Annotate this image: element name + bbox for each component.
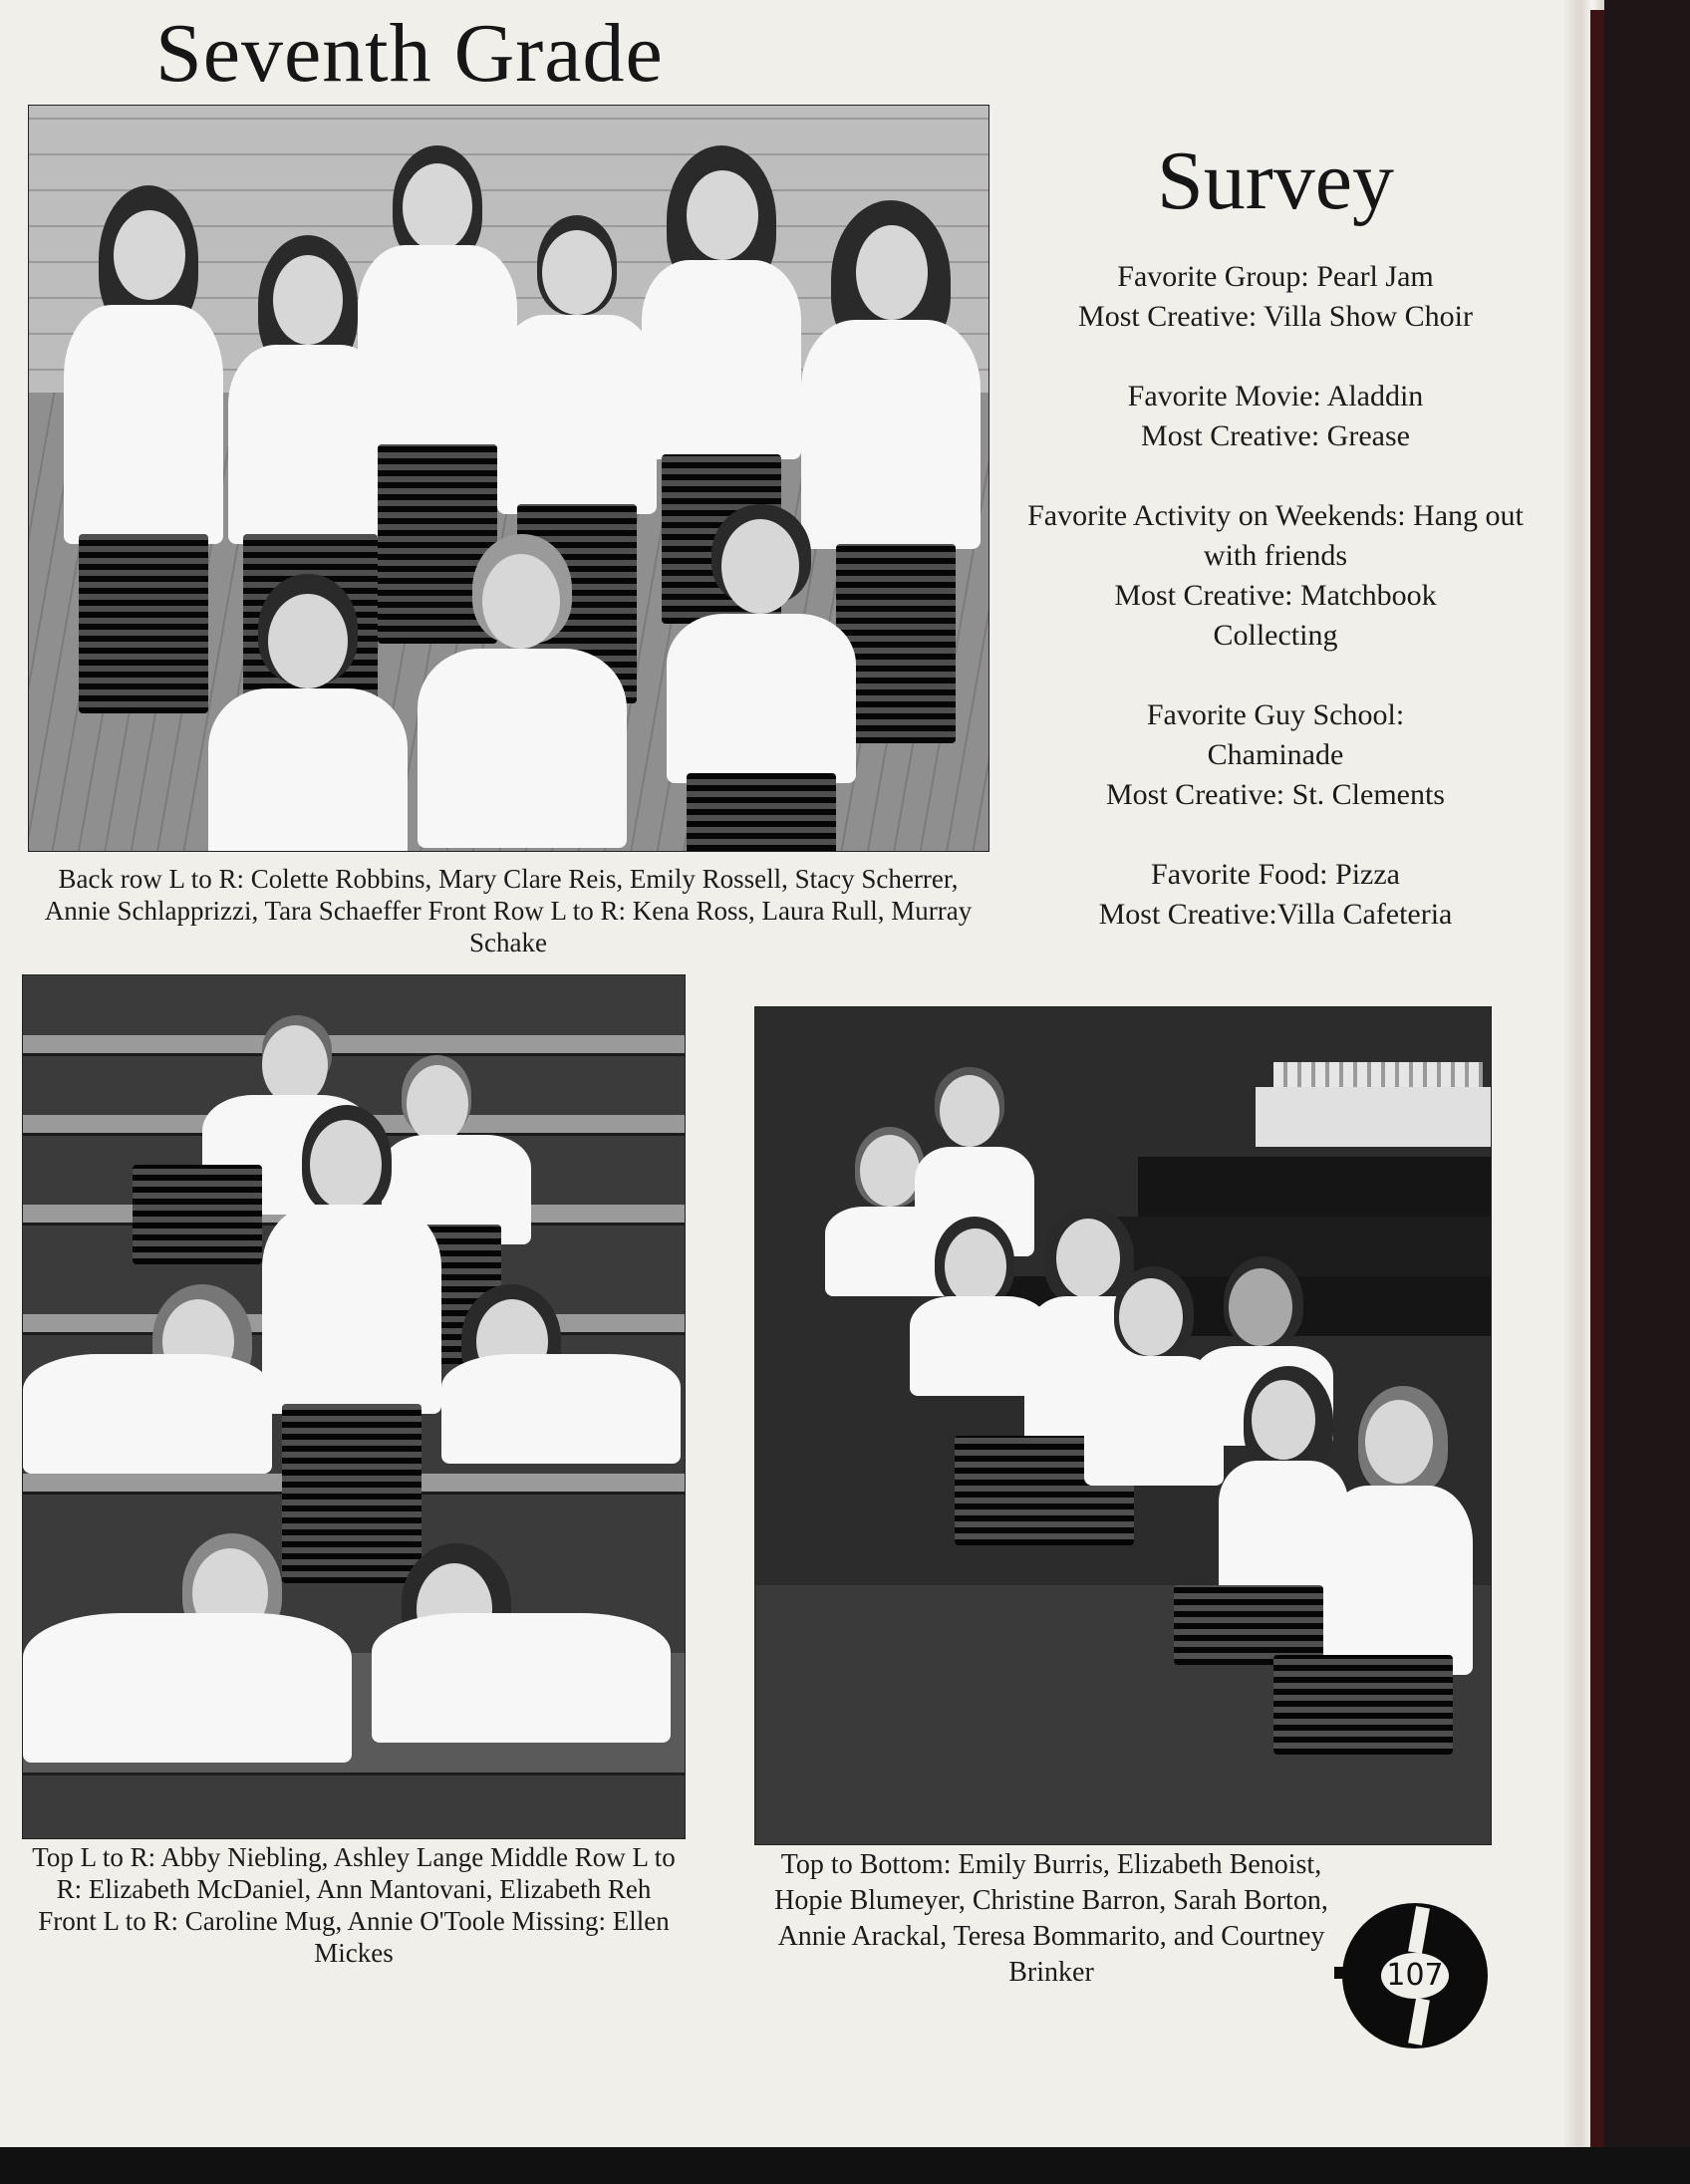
survey-favorite: Favorite Movie: Aladdin [1127, 380, 1424, 412]
photo-caption-top: Back row L to R: Colette Robbins, Mary Clare Reis, Emily Rossell, Stacy Scherrer, Annie Schlapprizzi, Tara Schaeffer Front Row L to R: Kena Ross, Laura Rull, Murray Schake [44, 864, 973, 957]
survey-most-creative: Most Creative: Villa Show Choir [1078, 300, 1473, 333]
survey-most-creative: Most Creative: Matchbook Collecting [1114, 579, 1437, 652]
student-figure [252, 1105, 451, 1583]
student-figure [23, 1284, 282, 1503]
survey-favorite: Favorite Group: Pearl Jam [1117, 260, 1434, 293]
photo-bleachers-group [22, 974, 686, 1839]
scan-background [0, 2147, 1690, 2184]
student-figure [23, 1533, 362, 1792]
survey-favorite: Favorite Food: Pizza [1151, 858, 1400, 891]
survey-most-creative: Most Creative: Grease [1141, 419, 1410, 452]
student-figure [667, 504, 856, 852]
photo-caption-bottom-right: Top to Bottom: Emily Burris, Elizabeth Benoist, Hopie Blumeyer, Christine Barron, Sarah Borton, Annie Arackal, Teresa Bommarito, and Courtney Brinker [774, 1849, 1328, 1988]
survey-item [996, 855, 1554, 935]
survey-most-creative: Most Creative: St. Clements [1106, 778, 1445, 811]
book-cover-edge [1590, 10, 1604, 2147]
survey-title: Survey [1157, 135, 1394, 227]
book-cover [1604, 0, 1690, 2184]
photo-desks-group [754, 1006, 1492, 1845]
survey-item [996, 257, 1554, 337]
record-icon [1342, 1903, 1488, 2048]
student-figure [441, 1284, 681, 1503]
survey-list [996, 257, 1554, 974]
student-figure [208, 574, 408, 852]
survey-most-creative: Most Creative:Villa Cafeteria [1098, 898, 1453, 931]
photo-back-front-rows [28, 105, 989, 852]
student-figure [1313, 1386, 1483, 1814]
survey-item [996, 695, 1554, 815]
student-figure [59, 185, 228, 843]
survey-item [996, 496, 1554, 656]
student-figure [372, 1543, 681, 1782]
survey-favorite: Favorite Guy School: Chaminade [1146, 698, 1405, 771]
survey-item [996, 377, 1554, 456]
page-title: Seventh Grade [155, 7, 664, 100]
survey-favorite: Favorite Activity on Weekends: Hang out with friends [1027, 499, 1524, 572]
page-number: 107 [1381, 1953, 1449, 1999]
photo-caption-bottom-left: Top L to R: Abby Niebling, Ashley Lange Middle Row L to R: Elizabeth McDaniel, Ann Mantovani, Elizabeth Reh Front L to R: Caroline Mug, Annie O'Toole Missing: Ellen Mickes [32, 1842, 676, 1968]
student-figure [418, 534, 627, 852]
